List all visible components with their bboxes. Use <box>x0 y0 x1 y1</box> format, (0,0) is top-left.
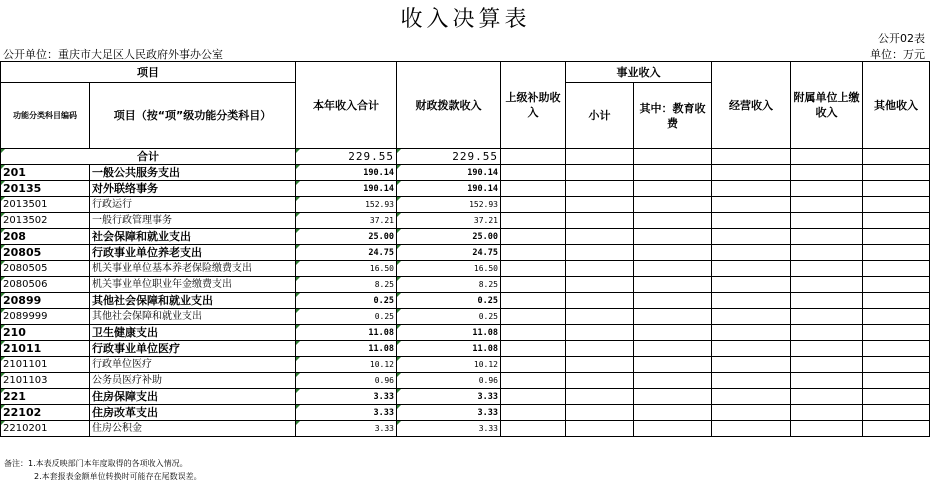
empty-cell <box>501 165 566 181</box>
row-fiscal: 190.14 <box>397 165 501 181</box>
empty-cell <box>791 373 863 389</box>
empty-cell <box>566 373 634 389</box>
empty-cell <box>501 229 566 245</box>
table-row <box>1 309 930 325</box>
row-total: 24.75 <box>296 245 397 261</box>
empty-cell <box>863 261 930 277</box>
empty-cell <box>501 405 566 421</box>
row-code: 21011 <box>1 341 90 357</box>
header-other: 其他收入 <box>863 62 930 149</box>
empty-cell <box>634 341 712 357</box>
empty-cell <box>791 245 863 261</box>
empty-cell <box>791 421 863 437</box>
row-total: 190.14 <box>296 181 397 197</box>
empty-cell <box>712 245 791 261</box>
header-total-income: 本年收入合计 <box>296 62 397 149</box>
empty-cell <box>634 357 712 373</box>
row-code: 2210201 <box>1 421 90 437</box>
empty-cell <box>501 261 566 277</box>
table-row <box>1 421 930 437</box>
row-fiscal: 8.25 <box>397 277 501 293</box>
empty-cell <box>566 181 634 197</box>
row-name: 对外联络事务 <box>90 181 296 197</box>
empty-cell <box>634 405 712 421</box>
row-code: 22102 <box>1 405 90 421</box>
empty-cell <box>791 389 863 405</box>
empty-cell <box>712 309 791 325</box>
row-code: 210 <box>1 325 90 341</box>
empty-cell <box>566 261 634 277</box>
empty-cell <box>634 229 712 245</box>
income-table <box>0 61 930 437</box>
empty-cell <box>712 293 791 309</box>
row-fiscal: 16.50 <box>397 261 501 277</box>
empty-cell <box>634 261 712 277</box>
total-label: 合计 <box>1 149 296 165</box>
empty-cell <box>791 213 863 229</box>
row-fiscal: 25.00 <box>397 229 501 245</box>
empty-cell <box>791 181 863 197</box>
empty-cell <box>712 341 791 357</box>
empty-cell <box>863 341 930 357</box>
empty-cell <box>501 213 566 229</box>
row-name: 机关事业单位基本养老保险缴费支出 <box>90 261 296 277</box>
row-name: 行政事业单位养老支出 <box>90 245 296 261</box>
empty-cell <box>712 181 791 197</box>
empty-cell <box>634 213 712 229</box>
empty-cell <box>863 373 930 389</box>
row-code: 20805 <box>1 245 90 261</box>
total-fiscal-value: 229.55 <box>397 149 501 165</box>
empty-cell <box>566 213 634 229</box>
header-fiscal: 财政拨款收入 <box>397 62 501 149</box>
table-row <box>1 293 930 309</box>
total-row <box>1 149 930 165</box>
table-row <box>1 341 930 357</box>
empty-cell <box>501 181 566 197</box>
row-name: 行政单位医疗 <box>90 357 296 373</box>
empty-cell <box>863 357 930 373</box>
row-total: 190.14 <box>296 165 397 181</box>
empty-cell <box>712 229 791 245</box>
empty-cell <box>791 277 863 293</box>
empty-cell <box>863 213 930 229</box>
row-total: 152.93 <box>296 197 397 213</box>
empty-cell <box>566 309 634 325</box>
empty-cell <box>501 421 566 437</box>
empty-cell <box>791 197 863 213</box>
empty-cell <box>566 245 634 261</box>
empty-cell <box>634 325 712 341</box>
empty-cell <box>712 165 791 181</box>
empty-cell <box>791 341 863 357</box>
empty-cell <box>863 389 930 405</box>
row-fiscal: 11.08 <box>397 341 501 357</box>
row-name: 机关事业单位职业年金缴费支出 <box>90 277 296 293</box>
empty-cell <box>501 245 566 261</box>
empty-cell <box>566 277 634 293</box>
row-fiscal: 0.96 <box>397 373 501 389</box>
note-2: 2.本套报表金额单位转换时可能存在尾数误差。 <box>34 472 202 481</box>
row-code: 2080505 <box>1 261 90 277</box>
empty-cell <box>791 165 863 181</box>
empty-cell <box>863 229 930 245</box>
header-operating: 经营收入 <box>712 62 791 149</box>
empty-cell <box>566 197 634 213</box>
empty-cell <box>634 245 712 261</box>
empty-cell <box>791 309 863 325</box>
empty-cell <box>863 309 930 325</box>
row-total: 11.08 <box>296 325 397 341</box>
row-name: 社会保障和就业支出 <box>90 229 296 245</box>
empty-cell <box>566 389 634 405</box>
row-total: 3.33 <box>296 421 397 437</box>
row-fiscal: 190.14 <box>397 181 501 197</box>
table-row <box>1 181 930 197</box>
table-row <box>1 261 930 277</box>
header-affiliated: 附属单位上缴收入 <box>791 62 863 149</box>
row-total: 3.33 <box>296 389 397 405</box>
empty-cell <box>566 293 634 309</box>
table-row <box>1 213 930 229</box>
empty-cell <box>566 341 634 357</box>
table-row <box>1 245 930 261</box>
empty-cell <box>501 197 566 213</box>
row-code: 2013502 <box>1 213 90 229</box>
empty-cell <box>566 405 634 421</box>
empty-cell <box>634 389 712 405</box>
row-fiscal: 3.33 <box>397 421 501 437</box>
row-total: 25.00 <box>296 229 397 245</box>
row-code: 221 <box>1 389 90 405</box>
form-code: 公开02表 <box>878 32 925 45</box>
note-1: 备注：1.本表反映部门本年度取得的各项收入情况。 <box>4 459 188 468</box>
header-item: 项目 <box>1 62 296 83</box>
header-func-name: 项目（按“项”级功能分类科目） <box>90 83 296 149</box>
empty-cell <box>863 405 930 421</box>
row-total: 0.96 <box>296 373 397 389</box>
empty-cell <box>566 165 634 181</box>
row-name: 一般行政管理事务 <box>90 213 296 229</box>
empty-cell <box>863 197 930 213</box>
row-code: 2089999 <box>1 309 90 325</box>
header-subtotal: 小计 <box>566 83 634 149</box>
row-code: 201 <box>1 165 90 181</box>
total-income-value: 229.55 <box>296 149 397 165</box>
empty-cell <box>791 325 863 341</box>
table-row <box>1 357 930 373</box>
row-name: 住房改革支出 <box>90 405 296 421</box>
row-code: 20135 <box>1 181 90 197</box>
empty-cell <box>712 389 791 405</box>
empty-cell <box>863 293 930 309</box>
row-total: 16.50 <box>296 261 397 277</box>
empty-cell <box>501 293 566 309</box>
table-row <box>1 277 930 293</box>
row-total: 0.25 <box>296 293 397 309</box>
row-name: 其他社会保障和就业支出 <box>90 309 296 325</box>
row-code: 20899 <box>1 293 90 309</box>
empty-cell <box>791 261 863 277</box>
org-label: 公开单位：重庆市大足区人民政府外事办公室 <box>3 48 223 61</box>
empty-cell <box>863 277 930 293</box>
row-fiscal: 0.25 <box>397 293 501 309</box>
empty-cell <box>712 213 791 229</box>
empty-cell <box>712 277 791 293</box>
table-row <box>1 405 930 421</box>
row-fiscal: 11.08 <box>397 325 501 341</box>
row-code: 208 <box>1 229 90 245</box>
row-fiscal: 3.33 <box>397 405 501 421</box>
row-fiscal: 10.12 <box>397 357 501 373</box>
empty-cell <box>712 421 791 437</box>
empty-cell <box>566 229 634 245</box>
unit-label: 单位：万元 <box>870 48 925 61</box>
empty-cell <box>863 245 930 261</box>
row-name: 行政运行 <box>90 197 296 213</box>
table-row <box>1 373 930 389</box>
table-row <box>1 165 930 181</box>
row-code: 2101103 <box>1 373 90 389</box>
table-row <box>1 389 930 405</box>
empty-cell <box>634 373 712 389</box>
empty-cell <box>634 165 712 181</box>
row-name: 公务员医疗补助 <box>90 373 296 389</box>
empty-cell <box>634 293 712 309</box>
row-name: 其他社会保障和就业支出 <box>90 293 296 309</box>
empty-cell <box>501 373 566 389</box>
row-fiscal: 0.25 <box>397 309 501 325</box>
empty-cell <box>501 309 566 325</box>
empty-cell <box>501 341 566 357</box>
empty-cell <box>501 357 566 373</box>
empty-cell <box>712 197 791 213</box>
row-code: 2013501 <box>1 197 90 213</box>
row-fiscal: 37.21 <box>397 213 501 229</box>
empty-cell <box>712 261 791 277</box>
empty-cell <box>634 181 712 197</box>
row-total: 3.33 <box>296 405 397 421</box>
header-edu-fee: 其中：教育收费 <box>634 83 712 149</box>
row-code: 2080506 <box>1 277 90 293</box>
empty-cell <box>634 197 712 213</box>
row-fiscal: 3.33 <box>397 389 501 405</box>
empty-cell <box>634 421 712 437</box>
empty-cell <box>501 277 566 293</box>
empty-cell <box>566 421 634 437</box>
empty-cell <box>863 165 930 181</box>
row-total: 8.25 <box>296 277 397 293</box>
header-superior: 上级补助收入 <box>501 62 566 149</box>
empty-cell <box>863 325 930 341</box>
empty-cell <box>712 373 791 389</box>
table-row <box>1 325 930 341</box>
empty-cell <box>863 421 930 437</box>
empty-cell <box>501 389 566 405</box>
empty-cell <box>501 325 566 341</box>
row-name: 住房保障支出 <box>90 389 296 405</box>
empty-cell <box>791 293 863 309</box>
row-total: 10.12 <box>296 357 397 373</box>
row-total: 0.25 <box>296 309 397 325</box>
table-row <box>1 197 930 213</box>
empty-cell <box>712 357 791 373</box>
row-code: 2101101 <box>1 357 90 373</box>
header-business: 事业收入 <box>566 62 712 83</box>
empty-cell <box>566 357 634 373</box>
table-row <box>1 229 930 245</box>
empty-cell <box>791 357 863 373</box>
row-name: 一般公共服务支出 <box>90 165 296 181</box>
empty-cell <box>863 181 930 197</box>
empty-cell <box>791 405 863 421</box>
page-title: 收入决算表 <box>400 7 531 32</box>
row-total: 37.21 <box>296 213 397 229</box>
empty-cell <box>634 309 712 325</box>
row-name: 住房公积金 <box>90 421 296 437</box>
row-name: 行政事业单位医疗 <box>90 341 296 357</box>
empty-cell <box>791 229 863 245</box>
row-fiscal: 152.93 <box>397 197 501 213</box>
empty-cell <box>712 325 791 341</box>
row-total: 11.08 <box>296 341 397 357</box>
empty-cell <box>566 325 634 341</box>
empty-cell <box>712 405 791 421</box>
row-name: 卫生健康支出 <box>90 325 296 341</box>
row-fiscal: 24.75 <box>397 245 501 261</box>
header-func-code: 功能分类科目编码 <box>1 83 90 149</box>
empty-cell <box>634 277 712 293</box>
